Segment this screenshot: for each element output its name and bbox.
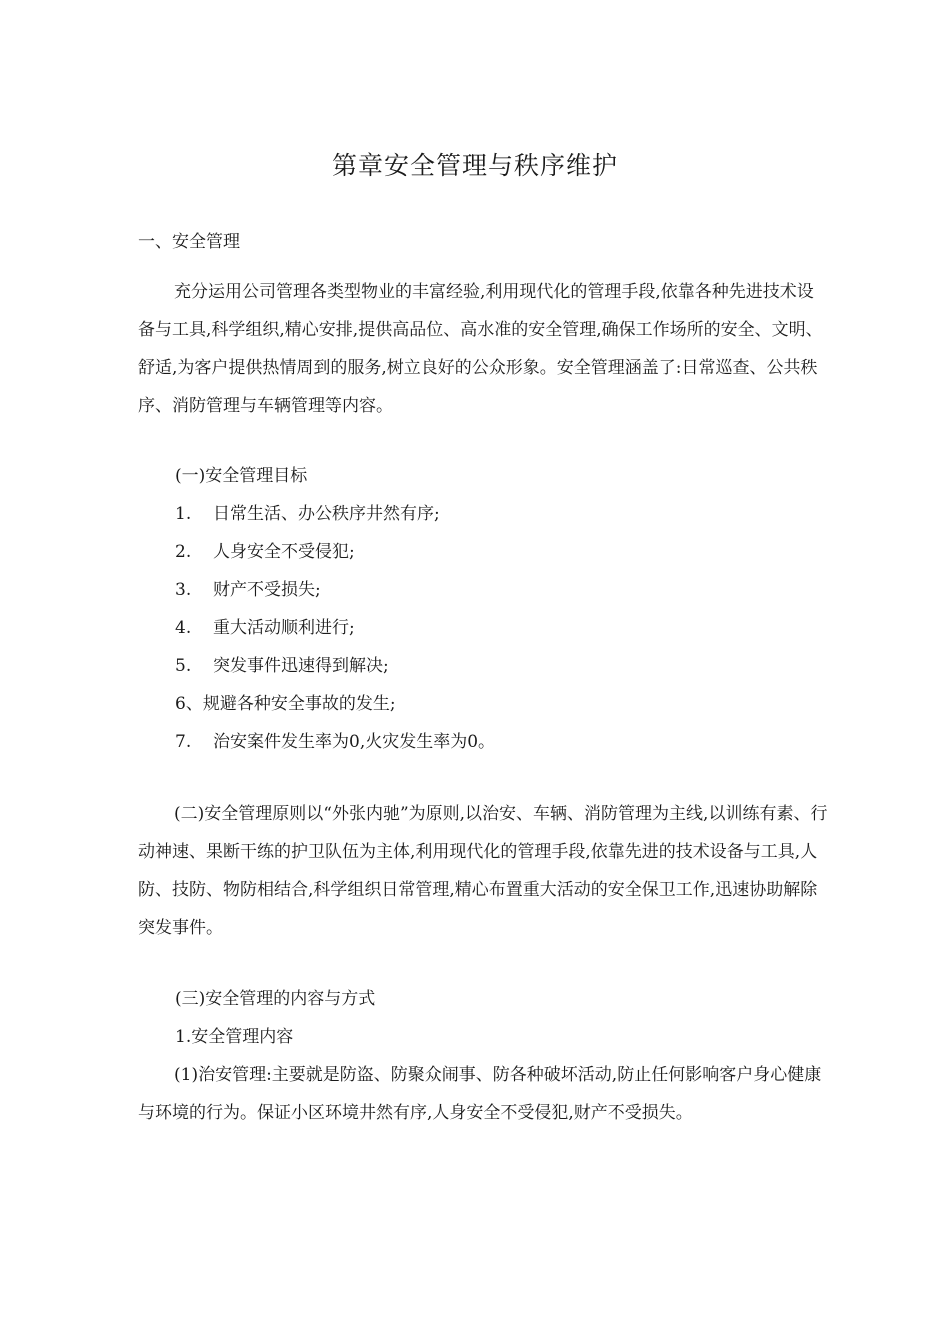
security-item-paragraph: (1)治安管理:主要就是防盗、防聚众闹事、防各种破坏活动,防止任何影响客户身心健康与环境的行为。保证小区环境井然有序,人身安全不受侵犯,财产不受损失。 — [138, 1065, 822, 1123]
goal-item — [175, 685, 396, 723]
goal-number: 2. — [175, 542, 192, 562]
goal-text: 突发事件迅速得到解决; — [213, 656, 389, 676]
goal-item — [175, 723, 495, 761]
goal-number: 3. — [175, 580, 192, 600]
goal-number: 4. — [175, 618, 192, 638]
goal-number: 5. — [175, 656, 192, 676]
goal-text: 治安案件发生率为0,火灾发生率为0。 — [213, 732, 496, 752]
goal-item — [175, 647, 389, 685]
intro-paragraph: 充分运用公司管理各类型物业的丰富经验,利用现代化的管理手段,依靠各种先进技术设备与工具,科学组织,精心安排,提供高品位、高水准的安全管理,确保工作场所的安全、文明、舒适,为客户提供热情周到的服务,树立良好的公众形象。安全管理涵盖了:日常巡查、公共秩序、消防管理与车辆管理等内容。 — [138, 282, 823, 416]
goal-item — [175, 495, 440, 533]
goal-text: 6、规避各种安全事故的发生; — [175, 694, 396, 714]
goal-text: 人身安全不受侵犯; — [213, 542, 355, 562]
section-heading: 一、安全管理 — [138, 232, 240, 252]
goal-item — [175, 533, 355, 571]
goals-heading: (一)安全管理目标 — [175, 466, 308, 486]
goal-number: 1. — [175, 504, 192, 524]
goal-number: 7. — [175, 732, 192, 752]
content-subheading: 1.安全管理内容 — [175, 1027, 294, 1047]
page-title: 第章安全管理与秩序维护 — [331, 151, 618, 180]
goal-text: 财产不受损失; — [213, 580, 321, 600]
principle-paragraph: (二)安全管理原则以“外张内驰”为原则,以治安、车辆、消防管理为主线,以训练有素、行动神速、果断干练的护卫队伍为主体,利用现代化的管理手段,依靠先进的技术设备与工具,人防、技防、物防相结合,科学组织日常管理,精心布置重大活动的安全保卫工作,迅速协助解除突发事件。 — [138, 804, 828, 938]
goal-text: 重大活动顺利进行; — [213, 618, 355, 638]
goal-item — [175, 571, 321, 609]
content-heading: (三)安全管理的内容与方式 — [175, 989, 376, 1009]
goal-item — [175, 609, 355, 647]
goal-text: 日常生活、办公秩序井然有序; — [213, 504, 440, 524]
